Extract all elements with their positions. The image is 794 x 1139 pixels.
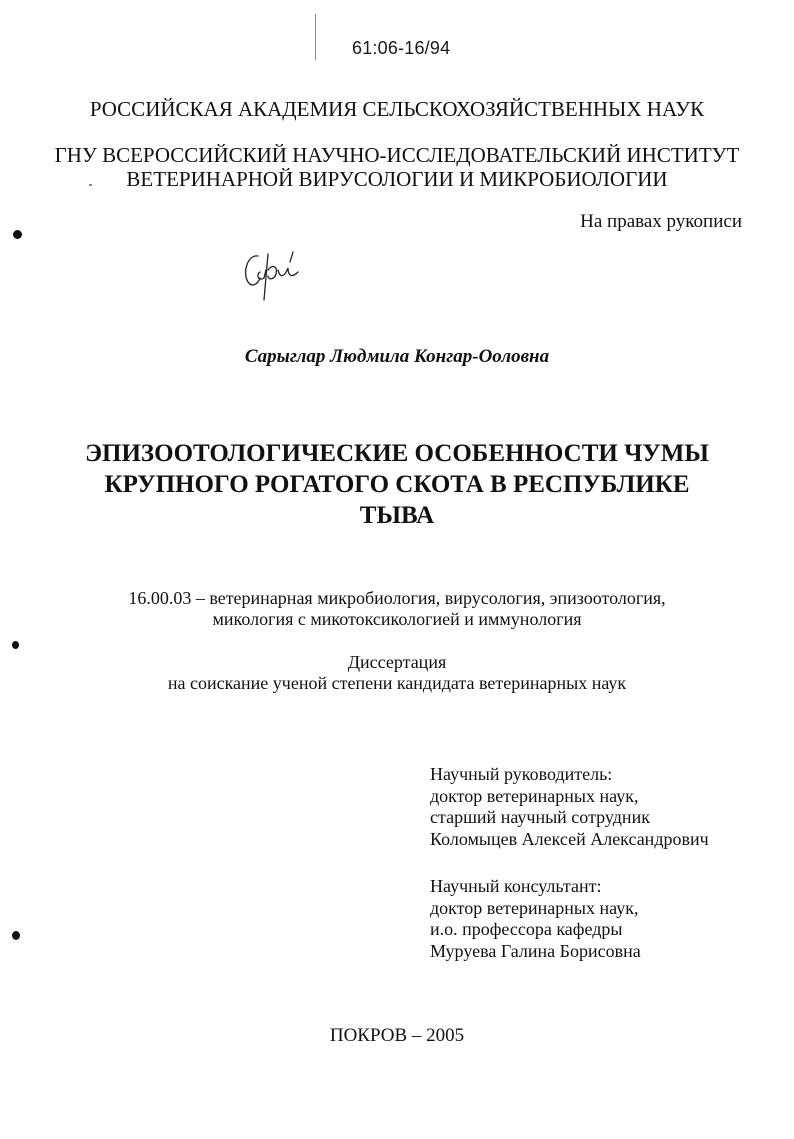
specialty-code [0,588,794,630]
title-line: ТЫВА [359,502,435,529]
consultant-line: доктор ветеринарных наук, [430,897,639,918]
specialty-line: 16.00.03 – ветеринарная микробиология, вирусология, эпизоотология, [128,588,666,608]
academy-name: РОССИЙСКАЯ АКАДЕМИЯ СЕЛЬСКОХОЗЯЙСТВЕННЫХ НАУК [89,97,705,121]
degree-line: Диссертация [347,652,447,672]
supervisor-line: доктор ветеринарных наук, [430,785,639,806]
supervisor-line: старший научный сотрудник [430,807,650,827]
dissertation-title [0,438,794,531]
consultant-line: Муруева Галина Борисовна [430,940,641,961]
scan-mark [13,230,22,239]
supervisor-line: Научный руководитель: [430,764,613,784]
specialty-line: микология с микотоксикологией и иммунология [212,609,582,629]
author-name: Сарыглар Людмила Конгар-Ооловна [244,346,550,367]
scientific-supervisor [430,764,709,850]
institute-name [0,143,794,191]
scan-mark [12,931,20,940]
institute-line: ВЕТЕРИНАРНОЙ ВИРУСОЛОГИИ И МИКРОБИОЛОГИИ [126,167,668,191]
degree-description [0,652,794,694]
degree-line: на соискание ученой степени кандидата ветеринарных наук [167,673,627,693]
institute-line: ГНУ ВСЕРОССИЙСКИЙ НАУЧНО-ИССЛЕДОВАТЕЛЬСКИЙ ИНСТИТУТ [54,143,740,167]
city-year: ПОКРОВ – 2005 [329,1025,465,1046]
archive-stamp: 61:06-16/94 [352,38,451,58]
title-line: ЭПИЗООТОЛОГИЧЕСКИЕ ОСОБЕННОСТИ ЧУМЫ [85,440,709,467]
supervisor-line: Коломыцев Алексей Александрович [430,828,709,849]
consultant-line: и.о. профессора кафедры [430,919,623,939]
author-signature [238,242,308,304]
consultant-line: Научный консультант: [430,876,602,896]
scan-mark [12,641,19,649]
scan-mark [315,14,316,60]
manuscript-rights: На правах рукописи [580,211,742,232]
title-line: КРУПНОГО РОГАТОГО СКОТА В РЕСПУБЛИКЕ [104,471,690,498]
scientific-consultant [430,876,641,962]
